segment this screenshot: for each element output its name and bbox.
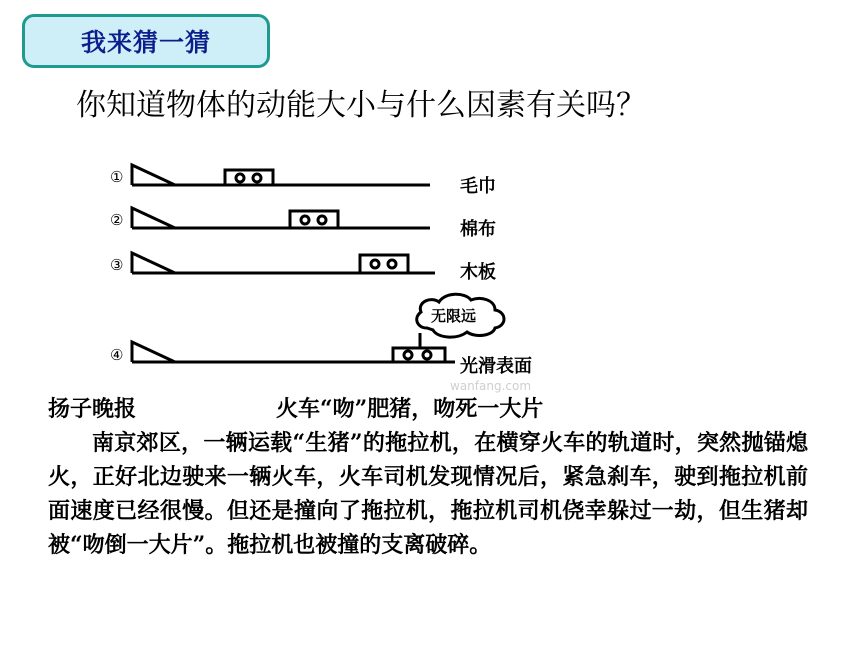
watermark: wanfang.com — [450, 379, 532, 393]
row-2-surface-label: 棉布 — [460, 219, 496, 240]
cloud-label: 无限远 — [431, 307, 477, 325]
row-1-surface-label: 毛巾 — [460, 176, 496, 197]
news-article — [48, 392, 808, 562]
badge-text: 我来猜一猜 — [80, 28, 211, 57]
row-3-surface-label: 木板 — [460, 262, 496, 283]
news-source: 扬子晚报 — [48, 396, 137, 422]
row-4-number: ④ — [110, 346, 124, 364]
experiment-diagram — [95, 150, 555, 395]
row-2-ramp — [132, 208, 430, 228]
row-2-number: ② — [110, 211, 124, 229]
row-4-surface-label: 光滑表面 — [460, 356, 532, 377]
guess-badge — [22, 14, 270, 68]
row-4-ramp — [132, 294, 504, 362]
row-3-ramp — [132, 253, 435, 273]
headline-row — [48, 392, 808, 426]
row-1-number: ① — [110, 168, 124, 186]
question-text: 你知道物体的动能大小与什么因素有关吗？ — [76, 88, 646, 123]
news-body: 南京郊区，一辆运载“生猪”的拖拉机，在横穿火车的轨道时，突然抛锚熄火，正好北边驶来一辆火车，火车司机发现情况后，紧急刹车，驶到拖拉机前面速度已经很慢。但还是撞向了拖拉机，拖拉机司机侥幸躲过一劫，但生猪却被“吻倒一大片”。拖拉机也被撞的支离破碎。 — [48, 430, 808, 558]
news-headline: 火车“吻”肥猪，吻死一大片 — [276, 396, 544, 422]
row-3-number: ③ — [110, 256, 124, 274]
row-1-ramp — [132, 165, 430, 185]
